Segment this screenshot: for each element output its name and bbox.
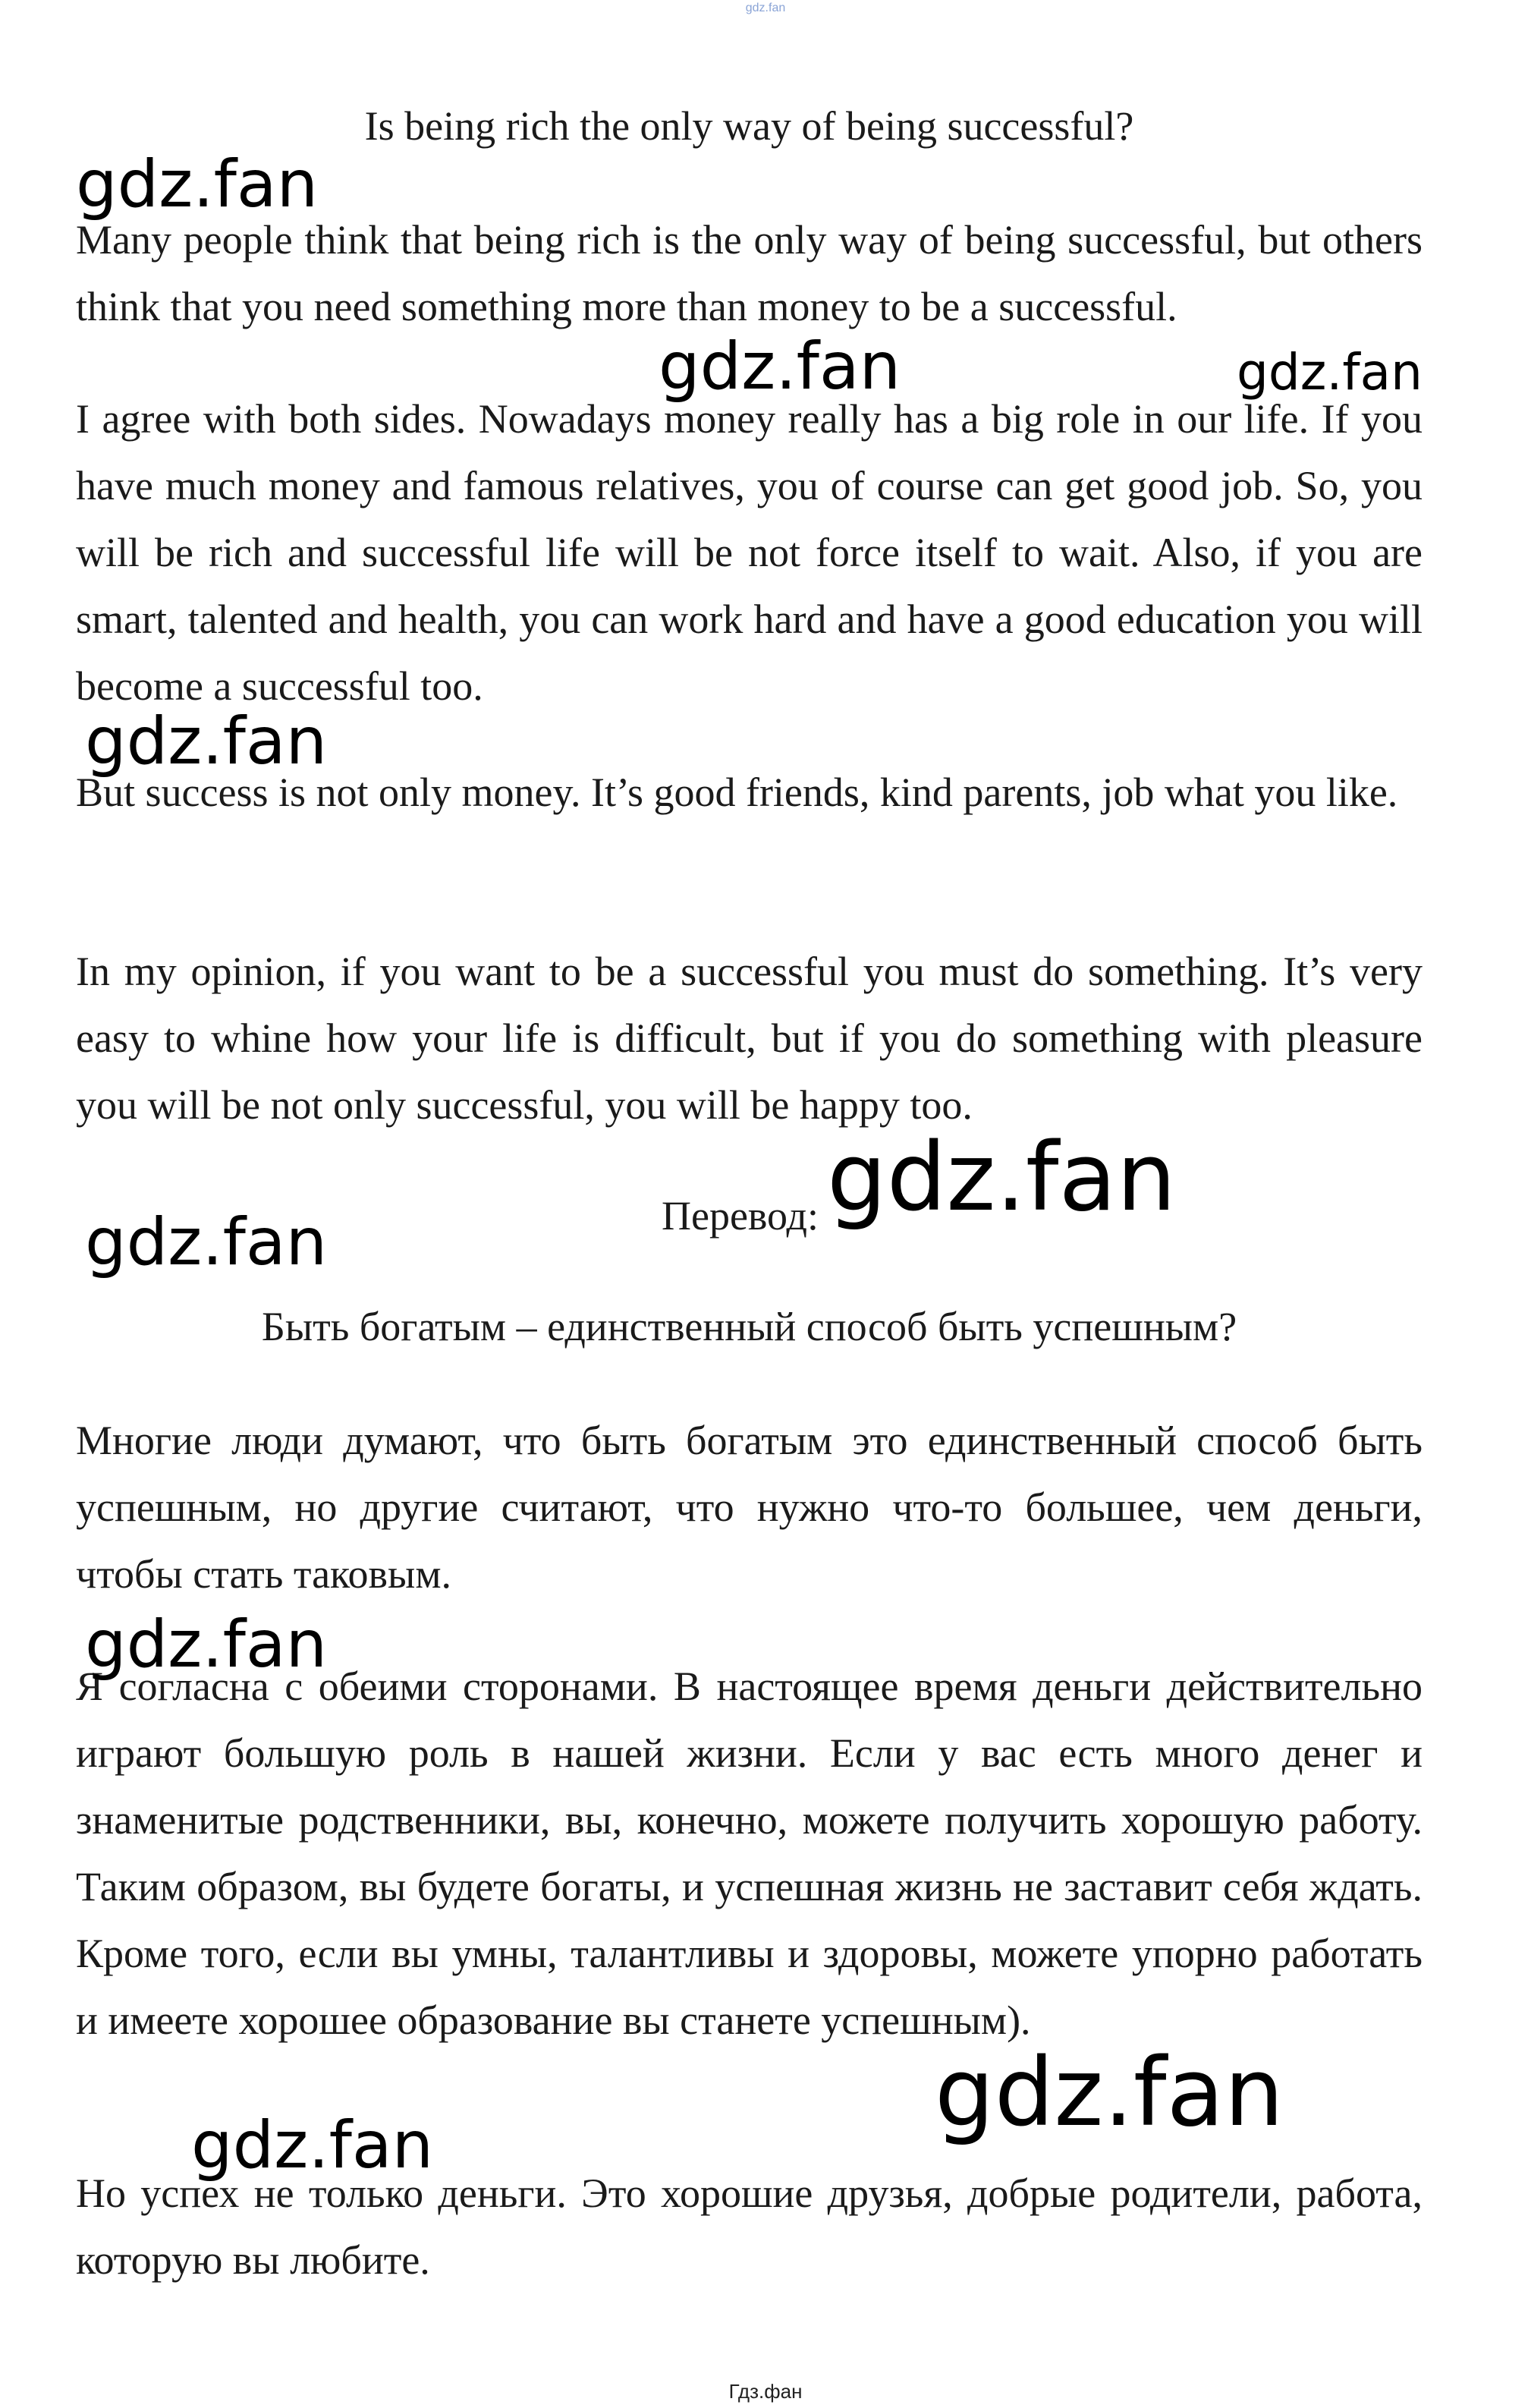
footer-text: Гдз.фан — [728, 2380, 803, 2403]
english-paragraph-4: In my opinion, if you want to be a successful you must do something. It’s very easy to whine how your life is difficult, but if you do something with pleasure you will be not only successful, you will be happy too. — [76, 949, 1423, 1128]
english-paragraph-1: Many people think that being rich is the only way of being successful, but others think that you need something more than money to be a successful. — [76, 217, 1423, 329]
watermark: gdz.fan — [191, 2107, 434, 2183]
watermark: gdz.fan — [85, 1607, 328, 1682]
header-stamp: gdz.fan — [745, 2, 786, 14]
russian-paragraph-3: Но успех не только деньги. Это хорошие друзья, добрые родители, работа, которую вы любите. — [76, 2170, 1423, 2283]
english-title: Is being rich the only way of being successful? — [364, 103, 1134, 149]
watermark: gdz.fan — [76, 146, 319, 222]
russian-paragraph-1: Многие люди думают, что быть богатым это единственный способ быть успешным, но другие считают, что нужно что-то большее, чем деньги, чтобы стать таковым. — [76, 1418, 1423, 1597]
watermark: gdz.fan — [659, 329, 901, 404]
english-paragraph-2: I agree with both sides. Nowadays money really has a big role in our life. If you have much money and famous relatives, you of course can get good job. So, you will be rich and successful life will be not force itself to wait. Also, if you are smart, talented and health, you can work hard and have a good education you will become a successful too. — [76, 396, 1423, 709]
russian-paragraph-2: Я согласна с обеими сторонами. В настоящее время деньги действительно играют большую роль в нашей жизни. Если у вас есть много денег и знаменитые родственники, вы, конечно, можете получить хорошую работу. Таким образом, вы будете богаты, и успешная жизнь не заставит себя ждать. Кроме того, если вы умны, талантливы и здоровы, можете упорно работать и имеете хорошее образование вы станете успешным). — [76, 1664, 1423, 2043]
watermark: gdz.fan — [85, 704, 328, 779]
watermark: gdz.fan — [827, 1123, 1177, 1232]
watermark: gdz.fan — [935, 2038, 1284, 2148]
translation-label: Перевод: — [662, 1193, 819, 1239]
watermark: gdz.fan — [1237, 343, 1423, 401]
watermark: gdz.fan — [85, 1204, 328, 1280]
english-paragraph-3: But success is not only money. It’s good friends, kind parents, job what you like. — [76, 770, 1398, 815]
russian-title: Быть богатым – единственный способ быть успешным? — [261, 1304, 1237, 1349]
